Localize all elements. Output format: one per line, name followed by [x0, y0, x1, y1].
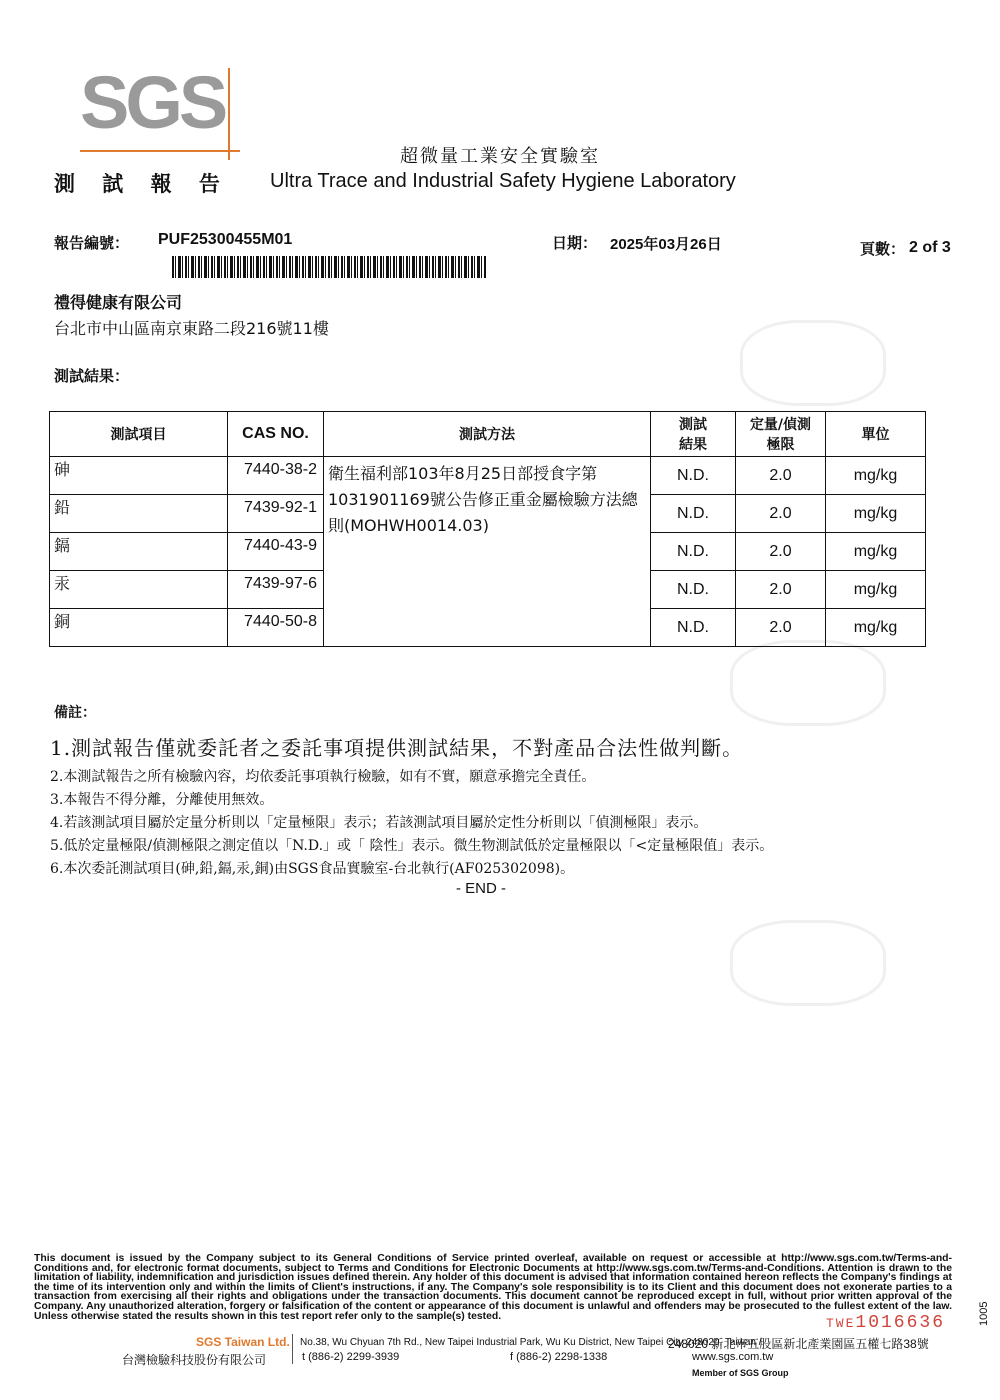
pages-label: 頁數： [860, 240, 906, 258]
note-item: 1.測試報告僅就委託者之委託事項提供測試結果，不對產品合法性做判斷。 [50, 736, 744, 760]
company-address-cn: 248020 新北市五股區新北產業園區五權七路38號 [668, 1337, 929, 1351]
header-limit [736, 412, 826, 457]
company-fax: f (886-2) 2298-1338 [510, 1351, 608, 1363]
watermark-seal [730, 920, 886, 1006]
header-result-line1: 測試 [679, 417, 707, 433]
logo-text: SGS [80, 61, 225, 144]
legal-disclaimer: This document is issued by the Company subject to its General Conditions of Service printed overleaf, available on request or accessible at http://www.sgs.com.tw/Terms-and-Conditions and, for electronic format documents, subject to Terms and Conditions for Electronic Documents at http://www.sgs.com.tw/Terms-and-Conditions. Attention is drawn to the limitation of liability, indemnification and jurisdiction issues defined therein. Any holder of this document is advised that information contained hereon reflects the Company's findings at the time of its intervention only and within the limits of Client's instructions, if any. The Company's sole responsibility is to its Client and this document does not exonerate parties to a transaction from exercising all their rights and obligations under the transaction documents. This document cannot be reproduced except in full, without prior written approval of the Company. Any unauthorized alteration, forgery or falsification of the content or appearance of this document is unlawful and offenders may be prosecuted to the fullest extent of the law. Unless otherwise stated the results shown in this test report refer only to the sample(s) tested. [34, 1253, 952, 1322]
note-item: 6.本次委託測試項目(砷,鉛,鎘,汞,銅)由SGS食品實驗室-台北執行(AF025302098)。 [50, 861, 575, 877]
cell-item: 砷 [50, 457, 228, 495]
watermark-seal [740, 320, 886, 406]
cell-result: N.D. [651, 457, 736, 495]
cell-item: 銅 [50, 609, 228, 647]
cell-unit: mg/kg [826, 609, 926, 647]
cell-unit: mg/kg [826, 457, 926, 495]
note-item: 5.低於定量極限/偵測極限之測定值以「N.D.」或「 陰性」表示。微生物測試低於定量極限以「<定量極限值」表示。 [50, 838, 774, 854]
company-phone: t (886-2) 2299-3939 [302, 1351, 400, 1363]
company-address-en: No.38, Wu Chyuan 7th Rd., New Taipei Industrial Park, Wu Ku District, New Taipei City 248020, Taiwan / [300, 1337, 762, 1348]
cell-result: N.D. [651, 495, 736, 533]
company-name-en: SGS Taiwan Ltd. [196, 1335, 290, 1349]
cell-unit: mg/kg [826, 571, 926, 609]
cell-result: N.D. [651, 609, 736, 647]
header-limit-line2: 極限 [766, 437, 795, 453]
cell-cas: 7440-50-8 [228, 609, 324, 647]
cell-cas: 7440-43-9 [228, 533, 324, 571]
sgs-logo [80, 61, 240, 158]
header-cas: CAS NO. [228, 412, 324, 457]
cell-result: N.D. [651, 533, 736, 571]
logo-accent-line [80, 150, 240, 152]
end-marker: - END - [456, 880, 506, 897]
note-item: 3.本報告不得分離，分離使用無效。 [50, 792, 274, 808]
cell-limit: 2.0 [736, 533, 826, 571]
cell-cas: 7439-97-6 [228, 571, 324, 609]
serial-digits: 1016636 [855, 1313, 946, 1333]
barcode [172, 256, 487, 278]
serial-number [826, 1313, 945, 1333]
date-label: 日期： [552, 234, 598, 252]
table-row [50, 457, 926, 495]
report-date: 2025年03月26日 [610, 236, 722, 253]
client-name: 禮得健康有限公司 [54, 293, 183, 312]
cell-item: 鎘 [50, 533, 228, 571]
cell-unit: mg/kg [826, 495, 926, 533]
header-result-line2: 結果 [679, 437, 707, 453]
cell-limit: 2.0 [736, 495, 826, 533]
cell-limit: 2.0 [736, 457, 826, 495]
cell-limit: 2.0 [736, 609, 826, 647]
report-title: 測 試 報 告 [54, 172, 230, 196]
header-result [651, 412, 736, 457]
results-table [49, 411, 926, 647]
cell-limit: 2.0 [736, 571, 826, 609]
cell-item: 汞 [50, 571, 228, 609]
header-limit-line1: 定量/偵測 [749, 417, 812, 433]
serial-prefix: TWE [826, 1316, 856, 1331]
footer-divider [292, 1334, 293, 1364]
lab-name-cn: 超微量工業安全實驗室 [400, 146, 600, 167]
company-website: www.sgs.com.tw [692, 1351, 774, 1363]
results-label: 測試結果： [54, 367, 130, 385]
side-code: 1005 [978, 1301, 990, 1326]
header-method: 測試方法 [324, 412, 651, 457]
header-unit: 單位 [826, 412, 926, 457]
watermark-seal [730, 640, 886, 726]
cell-result: N.D. [651, 571, 736, 609]
member-note: Member of SGS Group [692, 1368, 789, 1378]
report-no: PUF25300455M01 [158, 231, 293, 248]
cell-cas: 7440-38-2 [228, 457, 324, 495]
cell-method: 衛生福利部103年8月25日部授食字第1031901169號公告修正重金屬檢驗方法總則(MOHWH0014.03) [324, 457, 651, 647]
page-count: 2 of 3 [909, 239, 951, 256]
logo-accent-line [228, 68, 230, 160]
notes-label: 備註： [54, 705, 96, 721]
lab-name-en: Ultra Trace and Industrial Safety Hygiene Laboratory [270, 170, 736, 192]
note-item: 2.本測試報告之所有檢驗內容，均依委託事項執行檢驗，如有不實，願意承擔完全責任。 [50, 769, 596, 785]
cell-unit: mg/kg [826, 533, 926, 571]
company-name-cn: 台灣檢驗科技股份有限公司 [122, 1353, 267, 1367]
table-header-row [50, 412, 926, 457]
header-item: 測試項目 [50, 412, 228, 457]
client-address: 台北市中山區南京東路二段216號11樓 [54, 319, 329, 338]
report-no-label: 報告編號： [54, 234, 130, 252]
note-item: 4.若該測試項目屬於定量分析則以「定量極限」表示；若該測試項目屬於定性分析則以「偵測極限」表示。 [50, 815, 708, 831]
cell-item: 鉛 [50, 495, 228, 533]
cell-cas: 7439-92-1 [228, 495, 324, 533]
